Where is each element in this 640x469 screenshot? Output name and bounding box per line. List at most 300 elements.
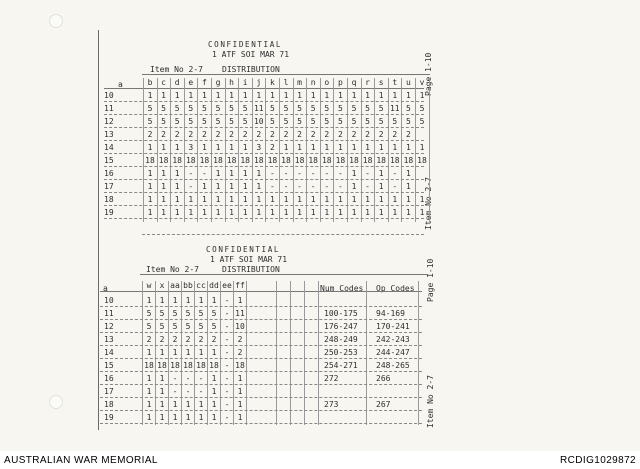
top-table-cell: 1 [229, 169, 234, 178]
num-code-range: 273 [324, 400, 339, 409]
top-row-label: 14 [104, 143, 114, 152]
top-table-cell: 1 [201, 91, 207, 100]
bottom-unit: 1 ATF SOI MAR 71 [210, 255, 288, 264]
bottom-table-cell: 1 [172, 348, 178, 357]
top-table-cell: 1 [419, 91, 425, 100]
bottom-table-cell: - [224, 309, 230, 318]
bottom-table-cell: - [224, 348, 230, 357]
top-rule [142, 74, 430, 75]
top-table-cell: 11 [253, 104, 264, 113]
top-corner-label: a [118, 80, 123, 89]
bottom-table-cell: 18 [144, 361, 154, 370]
top-table-cell: 5 [337, 104, 343, 113]
bottom-table-cell: - [185, 374, 191, 383]
top-table-cell: 1 [324, 195, 330, 204]
bottom-column-header: ff [235, 281, 245, 290]
top-table-cell: 5 [201, 104, 207, 113]
top-table-cell: - [269, 182, 275, 191]
top-row-rule [104, 218, 424, 219]
bottom-table-cell: 1 [159, 296, 165, 305]
bottom-table-cell: 1 [172, 413, 178, 422]
bottom-row-label: 12 [104, 322, 114, 331]
top-table-cell: 1 [201, 143, 207, 152]
top-table-cell: 5 [405, 117, 411, 126]
bottom-table-cell: 1 [198, 296, 204, 305]
top-table-cell: 18 [253, 156, 264, 165]
top-table-cell: 2 [351, 130, 357, 139]
top-table-cell: - [310, 182, 316, 191]
bottom-table-cell: 1 [159, 387, 165, 396]
bottom-table-cell: 5 [172, 309, 178, 318]
top-table-cell: 2 [392, 130, 398, 139]
top-table-cell: 1 [297, 91, 302, 100]
bottom-table-cell: 1 [146, 400, 152, 409]
bottom-table-cell: - [224, 296, 230, 305]
top-table-cell: 1 [188, 195, 194, 204]
top-table-cell: 5 [174, 104, 180, 113]
bottom-table-cell: 18 [170, 361, 180, 370]
top-table-cell: 5 [419, 117, 425, 126]
bottom-table-cell: 18 [209, 361, 219, 370]
bottom-table-cell: 2 [159, 335, 165, 344]
top-table-cell: 18 [145, 156, 155, 165]
top-table-cell: 5 [229, 117, 234, 126]
bottom-table-cell: 1 [237, 413, 243, 422]
bottom-table-cell: 1 [185, 400, 191, 409]
top-table-cell: 5 [215, 117, 221, 126]
bottom-row-rule [100, 358, 422, 359]
top-table-cell: - [283, 169, 289, 178]
bottom-table-cell: - [198, 374, 204, 383]
top-table-cell: 11 [389, 104, 400, 113]
top-table-cell: - [392, 182, 398, 191]
top-table-cell: 1 [283, 143, 289, 152]
bottom-table-cell: 1 [237, 387, 243, 396]
top-column-header: q [351, 78, 357, 87]
top-row-rule [104, 179, 424, 180]
top-table-cell: 5 [297, 117, 302, 126]
top-column-header: n [310, 78, 316, 87]
bottom-table-cell: 1 [146, 296, 152, 305]
top-table-cell: 5 [269, 104, 275, 113]
top-table-cell: 5 [147, 117, 153, 126]
top-table-cell: 1 [378, 91, 384, 100]
top-table-cell: 5 [283, 117, 289, 126]
top-table-cell: 1 [242, 182, 248, 191]
top-table-cell: 18 [335, 156, 346, 165]
top-row-label: 19 [104, 208, 114, 217]
top-table-cell: 18 [213, 156, 223, 165]
top-table-cell: 5 [297, 104, 302, 113]
bottom-column-header: x [159, 281, 165, 290]
top-table-cell: 2 [269, 130, 275, 139]
top-table-cell: 5 [324, 104, 330, 113]
top-table-cell: 1 [188, 91, 194, 100]
top-table-cell: 1 [161, 169, 166, 178]
bottom-table-cell: 1 [185, 348, 191, 357]
top-row-label: 15 [104, 156, 114, 165]
top-table-cell: 5 [161, 117, 166, 126]
top-table-cell: 18 [417, 156, 427, 165]
bottom-row-label: 13 [104, 335, 114, 344]
top-table-cell: 5 [310, 117, 316, 126]
top-table-cell: 1 [215, 91, 221, 100]
top-table-cell: 5 [392, 117, 398, 126]
top-table-cell: - [188, 169, 194, 178]
top-column-header: j [256, 78, 262, 87]
top-table-cell: 5 [242, 104, 248, 113]
top-table-cell: 1 [310, 143, 316, 152]
top-table-cell: 1 [405, 169, 411, 178]
bottom-page-label: Page 1-10 [426, 258, 435, 302]
bottom-corner-label: a [103, 284, 108, 293]
top-table-cell: 2 [256, 130, 262, 139]
top-table-cell: 1 [405, 143, 411, 152]
top-table-cell: - [310, 169, 316, 178]
top-table-cell: 1 [337, 208, 343, 217]
bottom-table-cell: 2 [198, 335, 204, 344]
top-column-header: h [229, 78, 234, 87]
op-code-range: 242-243 [376, 335, 410, 344]
bottom-table-cell: 1 [146, 374, 152, 383]
top-table-cell: 2 [297, 130, 302, 139]
top-table-cell: 1 [405, 91, 411, 100]
top-table-cell: 2 [310, 130, 316, 139]
top-table-cell: 1 [378, 143, 384, 152]
top-table-cell: 1 [269, 208, 275, 217]
top-table-cell: 1 [174, 169, 180, 178]
bottom-column-header: w [146, 281, 152, 290]
bottom-row-rule [100, 319, 422, 320]
bottom-table-cell: 1 [159, 400, 165, 409]
bottom-table-cell: 5 [211, 309, 217, 318]
top-table-cell: 1 [256, 195, 262, 204]
bottom-table-cell: 1 [211, 387, 217, 396]
bottom-table-cell: - [172, 387, 178, 396]
top-table-cell: 3 [188, 143, 194, 152]
top-table-cell: 18 [240, 156, 250, 165]
top-table-cell: 5 [324, 117, 330, 126]
op-code-range: 248-265 [376, 361, 410, 370]
top-table-cell: 1 [161, 143, 166, 152]
top-table-cell: 1 [351, 143, 357, 152]
top-table-cell: 1 [147, 91, 153, 100]
top-table-cell: 18 [158, 156, 169, 165]
top-table-cell: 1 [351, 169, 357, 178]
top-table-cell: - [337, 169, 343, 178]
bottom-row-label: 10 [104, 296, 114, 305]
top-table-cell: 18 [349, 156, 359, 165]
bottom-row-label: 15 [104, 361, 114, 370]
bottom-table-cell: 1 [237, 296, 243, 305]
top-table-cell: 1 [161, 208, 166, 217]
top-table-cell: 1 [324, 208, 330, 217]
top-row-rule [104, 192, 424, 193]
top-table-cell: 18 [281, 156, 291, 165]
top-row-rule [104, 114, 424, 115]
top-table-cell: 1 [215, 143, 221, 152]
top-table-cell: 1 [174, 195, 180, 204]
bottom-row-rule [100, 423, 422, 424]
top-column-header: d [174, 78, 180, 87]
top-table-cell: 1 [378, 195, 384, 204]
top-table-cell: 5 [174, 117, 180, 126]
bottom-row-rule [100, 345, 422, 346]
bottom-table-cell: - [224, 361, 230, 370]
top-table-cell: 5 [201, 117, 207, 126]
top-column-header: b [147, 78, 153, 87]
bottom-table-cell: 1 [237, 400, 243, 409]
top-table-cell: 1 [365, 208, 370, 217]
top-unit: 1 ATF SOI MAR 71 [212, 50, 290, 59]
top-table-cell: - [392, 169, 398, 178]
top-table-cell: 1 [256, 169, 262, 178]
op-code-range: 170-241 [376, 322, 410, 331]
bottom-table-cell: - [224, 400, 230, 409]
bottom-table-cell: 1 [146, 348, 152, 357]
top-table-cell: 1 [283, 208, 289, 217]
bottom-table-cell: 1 [198, 413, 204, 422]
op-code-range: 267 [376, 400, 391, 409]
num-code-range: 272 [324, 374, 339, 383]
top-column-header: l [283, 78, 289, 87]
top-table-cell: 1 [147, 182, 153, 191]
top-table-cell: 18 [199, 156, 210, 165]
bottom-row-label: 11 [104, 309, 114, 318]
bottom-table-cell: 1 [146, 387, 152, 396]
top-table-cell: 1 [283, 91, 289, 100]
bottom-row-label: 16 [104, 374, 114, 383]
top-table-cell: 1 [269, 195, 275, 204]
top-table-cell: 2 [242, 130, 248, 139]
top-table-cell: 5 [310, 104, 316, 113]
num-code-range: 248-249 [324, 335, 358, 344]
top-table-cell: 5 [229, 104, 234, 113]
top-table-cell: 2 [283, 130, 289, 139]
top-table-cell: 5 [188, 117, 194, 126]
top-table-cell: 1 [297, 195, 302, 204]
top-table-cell: 1 [256, 182, 262, 191]
top-row-rule [104, 166, 424, 167]
top-table-cell: 1 [392, 143, 398, 152]
top-column-header: m [297, 78, 302, 87]
top-table-cell: 1 [405, 195, 411, 204]
bottom-table-cell: 1 [172, 400, 178, 409]
bottom-table-cell: 5 [185, 309, 191, 318]
top-table-cell: 2 [174, 130, 180, 139]
bottom-table-cell: 2 [211, 335, 217, 344]
bottom-row-label: 19 [104, 413, 114, 422]
bottom-table-cell: 5 [146, 322, 152, 331]
top-table-cell: 1 [229, 143, 234, 152]
top-column-header: f [201, 78, 207, 87]
bottom-row-rule [100, 410, 422, 411]
top-table-cell: 5 [161, 104, 166, 113]
bottom-row-label: 14 [104, 348, 114, 357]
top-table-cell: 5 [147, 104, 153, 113]
bottom-distribution: DISTRIBUTION [222, 265, 280, 274]
top-table-cell: 2 [405, 130, 411, 139]
top-table-cell: 1 [256, 208, 262, 217]
top-column-header: g [215, 78, 221, 87]
top-table-cell: 2 [229, 130, 234, 139]
top-column-rule [429, 78, 430, 222]
top-item: Item No 2-7 [150, 65, 203, 74]
bottom-table-cell: 1 [159, 374, 165, 383]
top-table-cell: 1 [229, 208, 234, 217]
top-table-cell: 1 [215, 208, 221, 217]
bottom-column-header: dd [209, 281, 219, 290]
top-table-cell: 2 [161, 130, 166, 139]
bottom-table-cell: - [224, 387, 230, 396]
top-table-cell: 1 [242, 195, 248, 204]
num-codes-header: Num Codes [320, 284, 364, 293]
top-table-cell: 2 [365, 130, 370, 139]
top-item-side: Item No 2-7 [424, 177, 433, 230]
bottom-table-cell: 1 [185, 296, 191, 305]
top-column-header: p [337, 78, 343, 87]
top-row-label: 12 [104, 117, 114, 126]
bottom-row-rule [100, 397, 422, 398]
top-table-cell: 5 [378, 104, 384, 113]
bottom-table-cell: 1 [146, 413, 152, 422]
top-table-cell: 5 [351, 117, 357, 126]
bottom-table-cell: 1 [211, 400, 217, 409]
top-table-cell: 5 [405, 104, 411, 113]
top-table-cell: 5 [365, 117, 370, 126]
num-code-range: 100-175 [324, 309, 358, 318]
top-table-cell: 5 [365, 104, 370, 113]
top-table-cell: 1 [419, 208, 425, 217]
top-page-label: Page 1-10 [424, 52, 433, 96]
top-row-rule [104, 140, 424, 141]
top-row-label: 10 [104, 91, 114, 100]
top-table-cell: 18 [172, 156, 182, 165]
top-table-cell: - [283, 182, 289, 191]
top-distribution: DISTRIBUTION [222, 65, 280, 74]
top-table-cell: 1 [229, 195, 234, 204]
top-table-cell: 1 [269, 91, 275, 100]
bottom-table-cell: 1 [237, 374, 243, 383]
footer-bar [0, 451, 640, 469]
top-table-cell: 1 [310, 91, 316, 100]
top-table-cell: 5 [419, 104, 425, 113]
top-table-cell: 1 [351, 91, 357, 100]
top-table-cell: 18 [308, 156, 318, 165]
bottom-table-cell: 1 [159, 348, 165, 357]
bottom-extra-rule [318, 281, 319, 425]
top-table-cell: 1 [188, 208, 194, 217]
bottom-row-rule [100, 384, 422, 385]
top-title: CONFIDENTIAL [208, 40, 283, 49]
top-table-cell: 18 [294, 156, 305, 165]
bottom-table-cell: 5 [198, 309, 204, 318]
top-table-cell: 2 [147, 130, 153, 139]
top-table-cell: 1 [405, 208, 411, 217]
num-code-range: 250-253 [324, 348, 358, 357]
top-table-cell: - [297, 182, 302, 191]
top-table-cell: 1 [365, 143, 370, 152]
top-table-cell: 1 [351, 208, 357, 217]
top-table-cell: 1 [310, 195, 316, 204]
top-table-cell: 5 [242, 117, 248, 126]
top-row-rule [104, 205, 424, 206]
top-column-header: u [405, 78, 411, 87]
bottom-table-cell: 18 [196, 361, 206, 370]
top-table-cell: 5 [283, 104, 289, 113]
top-table-cell: 5 [351, 104, 357, 113]
bottom-table-cell: 1 [211, 348, 217, 357]
top-table-cell: 5 [269, 117, 275, 126]
top-column-header: c [161, 78, 166, 87]
bottom-table-cell: 5 [185, 322, 191, 331]
bottom-table-cell: 1 [198, 348, 204, 357]
top-table-cell: 1 [242, 91, 248, 100]
bottom-row-rule [100, 332, 422, 333]
bottom-table-cell: 2 [237, 348, 243, 357]
top-table-cell: 1 [337, 91, 343, 100]
bottom-table-cell: - [198, 387, 204, 396]
top-table-cell: 1 [324, 91, 330, 100]
top-column-header: r [365, 78, 370, 87]
top-table-cell: 1 [256, 91, 262, 100]
top-column-header: k [269, 78, 275, 87]
bottom-table-cell: - [224, 413, 230, 422]
top-table-cell: - [188, 182, 194, 191]
bottom-table-cell: - [185, 387, 191, 396]
top-row-label: 13 [104, 130, 114, 139]
top-table-cell: 1 [201, 182, 207, 191]
top-table-cell: 1 [161, 182, 166, 191]
bottom-header-rule [100, 291, 422, 292]
bottom-table-cell: 2 [185, 335, 191, 344]
top-table-cell: - [365, 182, 370, 191]
bottom-row-label: 18 [104, 400, 114, 409]
bottom-row-rule [100, 306, 422, 307]
section-divider [142, 234, 424, 235]
top-table-cell: 1 [201, 208, 207, 217]
bottom-table-cell: 1 [198, 400, 204, 409]
top-table-cell: 18 [376, 156, 386, 165]
bottom-column-header: bb [183, 281, 193, 290]
bottom-table-cell: 1 [211, 413, 217, 422]
top-table-cell: 2 [188, 130, 194, 139]
op-codes-header: Op Codes [376, 284, 415, 293]
punch-hole [49, 395, 63, 409]
top-table-cell: 1 [378, 169, 384, 178]
top-table-cell: 1 [324, 143, 330, 152]
bottom-table-cell: 1 [211, 374, 217, 383]
top-row-rule [104, 153, 424, 154]
bottom-table-cell: - [224, 374, 230, 383]
top-table-cell: 1 [147, 143, 153, 152]
top-table-cell: 1 [297, 143, 302, 152]
top-table-cell: 1 [174, 143, 180, 152]
top-column-header: t [392, 78, 398, 87]
top-table-cell: 2 [324, 130, 330, 139]
bottom-table-cell: 2 [172, 335, 178, 344]
bottom-table-cell: 5 [172, 322, 178, 331]
top-row-label: 11 [104, 104, 114, 113]
bottom-table-cell: 1 [211, 296, 217, 305]
top-column-header: e [188, 78, 194, 87]
top-table-cell: 1 [174, 182, 180, 191]
top-column-header: s [378, 78, 384, 87]
bottom-extra-rule [304, 281, 305, 425]
top-table-cell: 5 [337, 117, 343, 126]
top-table-cell: 1 [351, 195, 357, 204]
top-table-cell: 18 [267, 156, 278, 165]
